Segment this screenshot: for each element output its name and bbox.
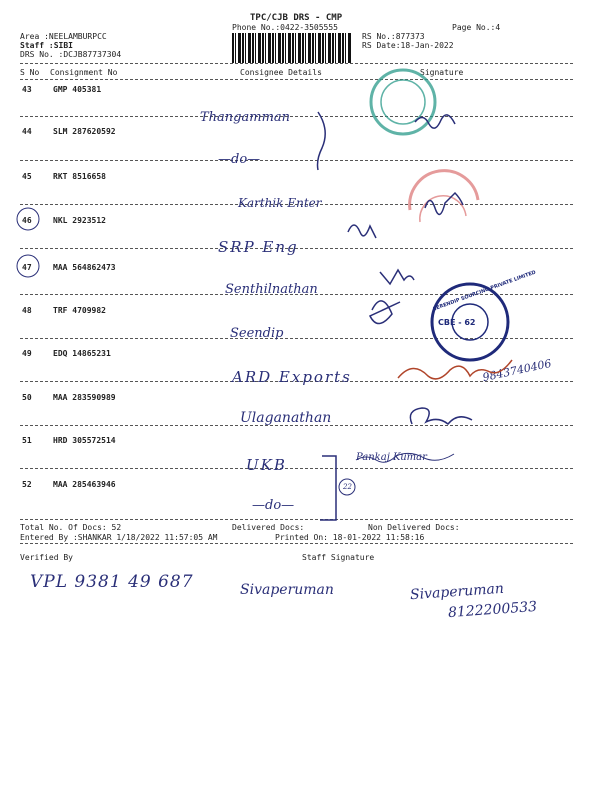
signature-row-46 xyxy=(348,225,376,238)
signature-row-43 xyxy=(415,115,455,128)
row-consignment: NKL 2923512 xyxy=(53,216,106,225)
total-docs: Total No. Of Docs: 52 xyxy=(20,523,122,532)
entered-by: Entered By :SHANKAR 1/18/2022 11:57:05 AM xyxy=(20,533,218,542)
row-consignment: SLM 287620592 xyxy=(53,127,116,136)
handwritten-circle-note: 22 xyxy=(343,483,352,491)
row-consignment: GMP 405381 xyxy=(53,85,102,94)
handwritten-vehicle-number: VPL 9381 49 687 xyxy=(30,572,194,592)
row-consignment: HRD 305572514 xyxy=(53,436,116,445)
column-signature: Signature xyxy=(420,68,464,77)
drs-number: DRS No. :DCJB87737304 xyxy=(20,50,122,59)
row-consignment: MAA 283590989 xyxy=(53,393,116,402)
handwritten-name: Pankaj Kumar xyxy=(356,452,427,463)
row-consignment: TRF 4709982 xyxy=(53,306,106,315)
seal-ring-text: SERENDIP SOURCING PRIVATE LIMITED xyxy=(432,269,537,313)
row-sno: 44 xyxy=(22,127,32,136)
divider xyxy=(20,543,573,544)
handwritten-phone: 9843740406 xyxy=(481,356,553,385)
row-consignment: MAA 285463946 xyxy=(53,480,116,489)
column-consignee: Consignee Details xyxy=(240,68,322,77)
row-sno: 45 xyxy=(22,172,32,181)
circled-row-number xyxy=(17,208,39,230)
rs-date: RS Date:18-Jan-2022 xyxy=(362,41,454,50)
handwritten-consignee: Thangamman xyxy=(200,110,291,125)
row-sno: 47 xyxy=(22,263,32,272)
row-sno: 50 xyxy=(22,393,32,402)
circle-mark xyxy=(339,479,355,495)
red-stamp xyxy=(410,171,478,222)
verified-by: Verified By xyxy=(20,553,73,562)
handwritten-consignee: Senthilnathan xyxy=(225,282,318,297)
non-delivered-docs: Non Delivered Docs: xyxy=(368,523,460,532)
handwritten-ditto: —do— xyxy=(218,152,261,167)
seal-center-text: CBE - 62 xyxy=(438,318,476,327)
row-sno: 51 xyxy=(22,436,32,445)
row-sno: 49 xyxy=(22,349,32,358)
bracket xyxy=(318,112,326,170)
handwritten-consignee: UKB xyxy=(246,456,287,474)
signature-row-48 xyxy=(370,301,400,324)
delivered-docs: Delivered Docs: xyxy=(232,523,305,532)
staff-signature-label: Staff Signature xyxy=(302,553,375,562)
document-title: TPC/CJB DRS - CMP xyxy=(250,13,343,23)
circled-row-number xyxy=(17,255,39,277)
staff-label: Staff :SIBI xyxy=(20,41,73,50)
row-consignment: RKT 8516658 xyxy=(53,172,106,181)
handwritten-consignee: ARD Exports xyxy=(232,368,352,386)
round-stamp xyxy=(371,70,435,134)
handwritten-signature: Sivaperuman xyxy=(240,582,334,598)
rs-number: RS No.:877373 xyxy=(362,32,425,41)
row-sno: 46 xyxy=(22,216,32,225)
column-sno: S No xyxy=(20,68,40,77)
handwritten-consignee: Karthik Enter xyxy=(238,196,322,210)
handwritten-consignee: SRP Eng xyxy=(218,238,299,256)
signature-row-47 xyxy=(380,270,414,284)
column-consignment: Consignment No xyxy=(50,68,118,77)
handwritten-consignee: Seendip xyxy=(230,326,284,341)
area-label: Area :NEELAMBURPCC xyxy=(20,32,107,41)
row-consignment: EDQ 14865231 xyxy=(53,349,111,358)
printed-on: Printed On: 18-01-2022 11:58:16 xyxy=(275,533,425,542)
signature-row-50 xyxy=(410,408,472,424)
row-sno: 43 xyxy=(22,85,32,94)
handwritten-ditto: —do— xyxy=(252,498,295,513)
row-sno: 52 xyxy=(22,480,32,489)
bracket xyxy=(320,456,336,520)
row-sno: 48 xyxy=(22,306,32,315)
page-number: Page No.:4 xyxy=(452,23,501,32)
row-consignment: MAA 564862473 xyxy=(53,263,116,272)
handwritten-mobile: 8122200533 xyxy=(447,598,538,622)
handwritten-consignee: Ulaganathan xyxy=(240,410,332,426)
handwritten-signature: Sivaperuman xyxy=(409,580,505,604)
phone-number: Phone No.:0422-3505555 xyxy=(232,23,338,32)
signature-row-51 xyxy=(356,453,454,462)
signature-row-49 xyxy=(398,360,512,379)
